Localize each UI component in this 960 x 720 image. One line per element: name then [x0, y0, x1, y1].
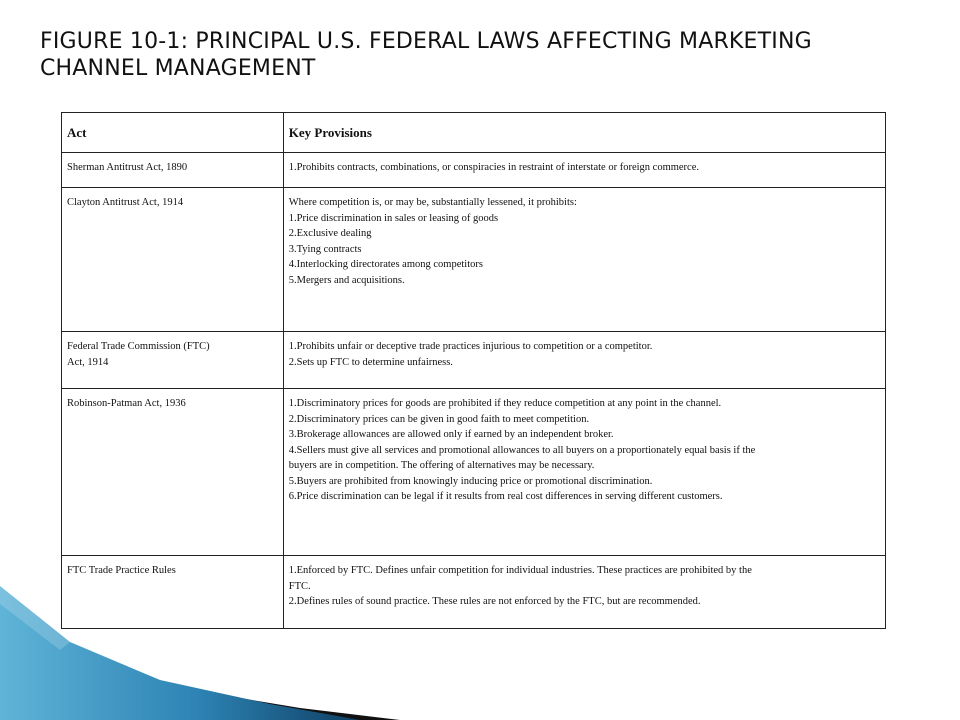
provisions-cell — [283, 188, 885, 332]
table-row — [62, 188, 886, 332]
provision-line: 5.Mergers and acquisitions. — [288, 274, 405, 286]
act-name: Robinson-Patman Act, 1936 — [67, 398, 186, 409]
table-row — [62, 389, 886, 556]
provision-line: FTC. — [288, 580, 311, 592]
act-cell — [62, 153, 284, 188]
provision-line: 2.Exclusive dealing — [288, 228, 372, 239]
page-title — [40, 28, 920, 82]
provision-line: 5.Buyers are prohibited from knowingly inducing price or promotional discrimination. — [288, 475, 653, 487]
page-title-line-2: CHANNEL MANAGEMENT — [40, 56, 316, 81]
decorative-ribbon — [0, 580, 400, 720]
provision-line: 3.Tying contracts — [288, 243, 362, 255]
provision-line: 1.Discriminatory prices for goods are prohibited if they reduce competition at any point in the channel. — [288, 398, 722, 409]
provision-line: 1.Price discrimination in sales or leasing of goods — [288, 212, 499, 224]
laws-table — [61, 112, 886, 629]
provision-line: 6.Price discrimination can be legal if it results from real cost differences in serving different customers. — [288, 491, 723, 502]
act-name: Act, 1914 — [67, 356, 109, 368]
act-cell — [62, 332, 284, 389]
ribbon-band — [0, 586, 360, 720]
provision-line: 2.Defines rules of sound practice. These rules are not enforced by the FTC, but are recommended. — [288, 596, 701, 607]
table-row — [62, 153, 886, 188]
table-header-row — [62, 113, 886, 153]
provisions-cell — [283, 332, 885, 389]
provision-line: 1.Prohibits unfair or deceptive trade practices injurious to competition or a competitor. — [288, 341, 653, 352]
act-name: Sherman Antitrust Act, 1890 — [67, 162, 188, 173]
provision-line: 4.Interlocking directorates among competitors — [288, 259, 483, 270]
provision-line: 4.Sellers must give all services and promotional allowances to all buyers on a proportionately equal basis if the — [288, 444, 756, 456]
provision-line: buyers are in competition. The offering of alternatives may be necessary. — [288, 460, 595, 471]
header-key-provisions: Key Provisions — [283, 113, 885, 153]
provision-line: Where competition is, or may be, substantially lessened, it prohibits: — [288, 197, 577, 208]
provision-line: 1.Prohibits contracts, combinations, or conspiracies in restraint of interstate or foreign commerce. — [288, 162, 700, 173]
provision-line: 3.Brokerage allowances are allowed only if earned by an independent broker. — [288, 429, 614, 440]
provisions-cell — [283, 153, 885, 188]
provision-line: 2.Discriminatory prices can be given in good faith to meet competition. — [288, 413, 590, 425]
provisions-cell — [283, 389, 885, 556]
header-act: Act — [62, 113, 284, 153]
act-name: FTC Trade Practice Rules — [67, 565, 176, 576]
act-name: Federal Trade Commission (FTC) — [67, 341, 210, 352]
act-cell — [62, 188, 284, 332]
act-cell — [62, 389, 284, 556]
provision-line: 1.Enforced by FTC. Defines unfair competition for individual industries. These practices are prohibited by the — [288, 565, 752, 576]
provision-line: 2.Sets up FTC to determine unfairness. — [288, 356, 453, 368]
table-row — [62, 332, 886, 389]
page-title-line-1: FIGURE 10-1: PRINCIPAL U.S. FEDERAL LAWS AFFECTING MARKETING — [40, 29, 812, 54]
act-name: Clayton Antitrust Act, 1914 — [67, 197, 184, 208]
